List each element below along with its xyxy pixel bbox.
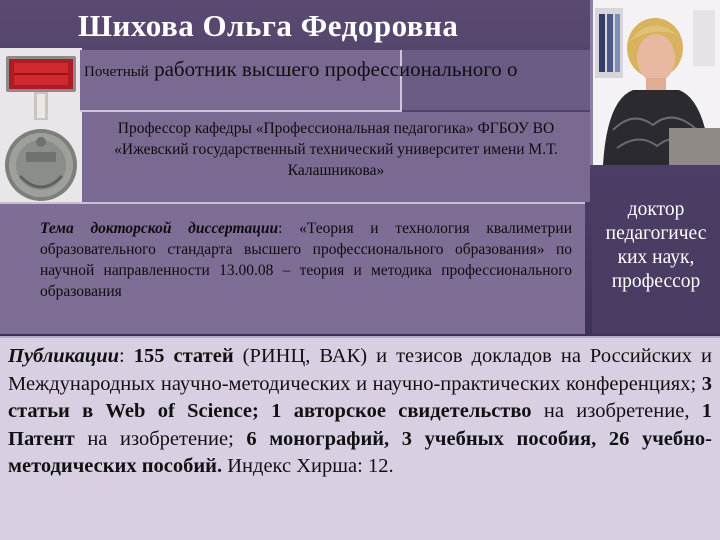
person-portrait-icon: [593, 0, 720, 165]
publications-wos: 3 статьи в Web of Science;: [8, 372, 712, 422]
thesis-colon: :: [278, 220, 283, 237]
page-title: Шихова Ольга Федоровна: [78, 8, 459, 43]
honor-title-prefix: Почетный: [84, 64, 149, 80]
thesis-text: [40, 218, 572, 302]
publications-hirsch: Индекс Хирша: 12.: [222, 455, 394, 477]
publications-text: [8, 343, 712, 481]
publications-monographs: 6 монографий, 3 учебных пособия, 26 учебно-методических пособий.: [8, 427, 712, 477]
publications-certificate: 1 авторское свидетельство: [258, 400, 532, 422]
thesis-label: Тема докторской диссертации: [40, 220, 279, 237]
publications-invention-1: на изобретение,: [531, 400, 702, 422]
medal-image: [0, 48, 82, 210]
publications-patent: 1 Патент: [8, 400, 712, 450]
publications-conferences: (РИНЦ, ВАК) и тезисов докладов на Российских и Международных научно-методических и научно-практических конференциях;: [8, 345, 712, 395]
publications-colon: :: [119, 345, 125, 367]
degree-text: доктор педагогичес ких наук, профессор: [605, 199, 707, 292]
honor-title: [84, 57, 604, 82]
portrait-photo: [590, 0, 720, 165]
position-text: Профессор кафедры «Профессиональная педагогика» ФГБОУ ВО «Ижевский государственный технический университет имени М.Т. Калашникова»: [114, 120, 558, 179]
publications-label: Публикации: [8, 345, 120, 367]
publications-articles: 155 статей: [124, 345, 234, 367]
honor-title-rest: работник высшего профессионального о: [148, 57, 518, 81]
thesis-body: «Теория и технология квалиметрии образовательного стандарта высшего профессионального образования» по научной направленности 13.00.08 – теория и методика профессионального образования: [40, 220, 573, 300]
publications-invention-2: на изобретение;: [74, 427, 247, 450]
medal-icon: [0, 48, 82, 210]
